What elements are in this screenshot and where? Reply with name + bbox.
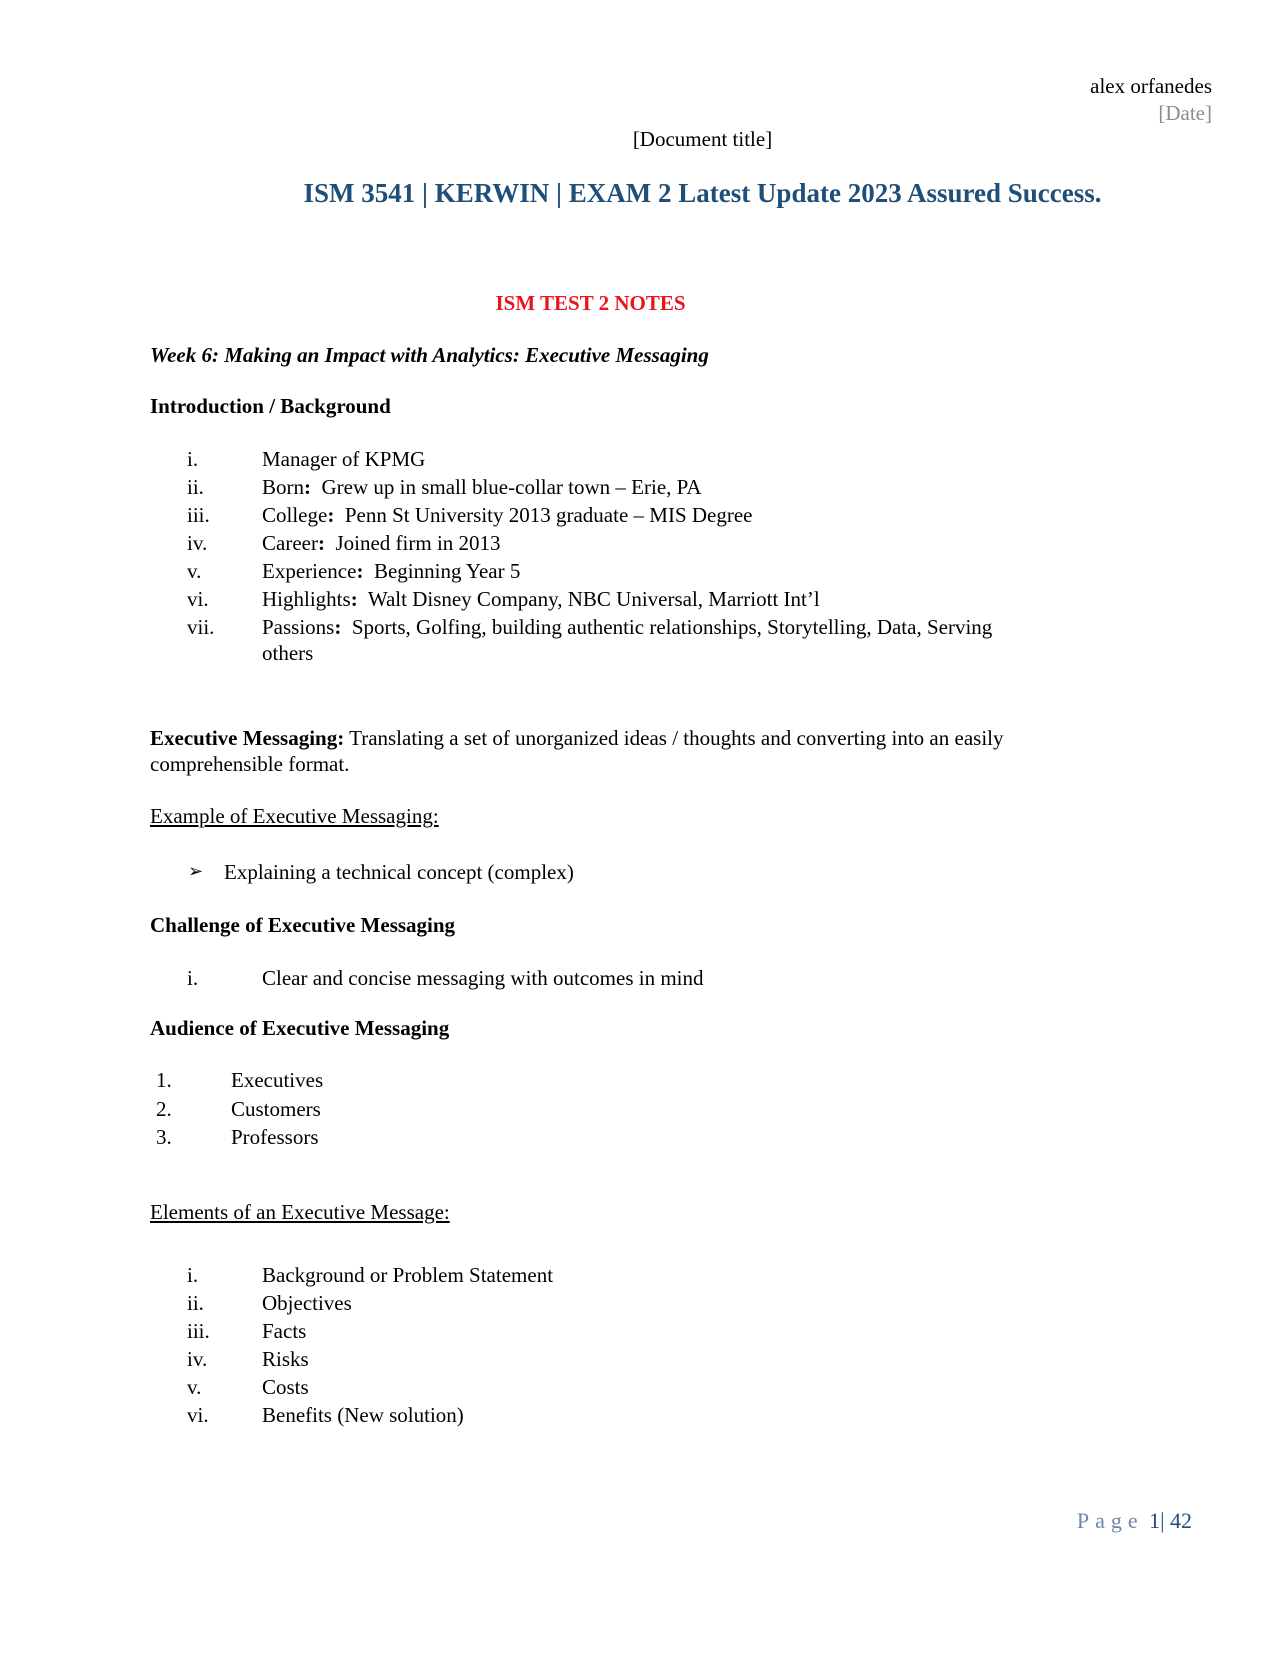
list-item: ii. Born: Grew up in small blue-collar town – Erie, PA xyxy=(150,473,1002,501)
list-item-label: Experience xyxy=(262,559,357,583)
list-item-number: vi. xyxy=(187,587,209,611)
list-item-label: Highlights xyxy=(262,587,351,611)
list-item-text: Manager of KPMG xyxy=(262,447,426,471)
challenge-list xyxy=(150,964,1002,992)
list-item xyxy=(150,858,574,887)
list-item xyxy=(150,1066,323,1095)
list-item-text: Objectives xyxy=(262,1291,352,1315)
list-item-text: Explaining a technical concept (complex) xyxy=(224,860,574,884)
list-item-detail: Beginning Year 5 xyxy=(373,559,521,583)
list-item: iv. Career: Joined firm in 2013 xyxy=(150,529,1002,557)
intro-list xyxy=(150,445,1002,667)
list-item-number: v. xyxy=(187,1375,202,1399)
list-item-number: iv. xyxy=(187,1347,208,1371)
list-item-label: Passions xyxy=(262,615,335,639)
exec-messaging-definition xyxy=(150,725,1110,777)
list-item-text: Facts xyxy=(262,1319,307,1343)
elements-list xyxy=(150,1261,1002,1429)
list-item-text: Clear and concise messaging with outcomes in mind xyxy=(262,966,704,990)
list-item: v. Experience: Beginning Year 5 xyxy=(150,557,1002,585)
example-list xyxy=(150,858,574,887)
page-number: 1 xyxy=(1149,1508,1161,1533)
challenge-heading: Challenge of Executive Messaging xyxy=(150,913,456,937)
list-item: vii. Passions: Sports, Golfing, building authentic relationships, Storytelling, Data, Serving others xyxy=(187,615,993,665)
page-separator: | xyxy=(1160,1508,1165,1533)
list-item-number: 3. xyxy=(156,1125,172,1149)
list-item xyxy=(150,1373,1002,1401)
list-item-label: Career xyxy=(262,531,318,555)
audience-heading: Audience of Executive Messaging xyxy=(150,1016,450,1040)
arrowhead-bullet-icon: ➢ xyxy=(188,861,204,882)
list-item-text: Benefits (New solution) xyxy=(262,1403,464,1427)
list-item xyxy=(150,1317,1002,1345)
list-item-number: ii. xyxy=(187,1291,204,1315)
list-item-text: Customers xyxy=(231,1096,321,1121)
list-item-number: 1. xyxy=(156,1068,172,1092)
notes-title: ISM TEST 2 NOTES xyxy=(495,291,686,315)
list-item-text: Costs xyxy=(262,1375,309,1399)
exec-messaging-text: Translating a set of unorganized ideas / thoughts and converting into an easily comprehensible format. xyxy=(150,726,1004,776)
list-item xyxy=(150,445,1002,473)
list-item-number: i. xyxy=(187,447,199,471)
list-item-text: Risks xyxy=(262,1347,309,1371)
list-item: iii. College: Penn St University 2013 graduate – MIS Degree xyxy=(150,501,1002,529)
list-item xyxy=(150,1289,1002,1317)
list-item xyxy=(150,964,1002,992)
author-name: alex orfanedes xyxy=(1090,74,1212,98)
list-item-number: iv. xyxy=(187,531,208,555)
page-label: Page xyxy=(1076,1508,1144,1533)
list-item xyxy=(150,1095,323,1124)
list-item-number: vii. xyxy=(187,615,215,639)
list-item-text: Professors xyxy=(231,1125,319,1149)
list-item-text: Executives xyxy=(231,1068,324,1092)
date-placeholder: [Date] xyxy=(1158,101,1212,125)
week-heading: Week 6: Making an Impact with Analytics: Executive Messaging xyxy=(150,343,709,367)
elements-heading: Elements of an Executive Message: xyxy=(150,1200,450,1224)
list-item xyxy=(150,1123,323,1152)
list-item xyxy=(150,1345,1002,1373)
document-title-placeholder: [Document title] xyxy=(632,127,773,151)
exec-messaging-term: Executive Messaging: xyxy=(150,726,345,750)
list-item-number: v. xyxy=(187,559,202,583)
list-item-detail: Walt Disney Company, NBC Universal, Marriott Int’l xyxy=(367,587,820,611)
list-item xyxy=(150,1401,1002,1429)
list-item-label: College xyxy=(262,503,328,527)
list-item-number: i. xyxy=(187,966,199,990)
page-title: ISM 3541 | KERWIN | EXAM 2 Latest Update 2023 Assured Success. xyxy=(303,178,1102,208)
list-item: vi. Highlights: Walt Disney Company, NBC Universal, Marriott Int’l xyxy=(150,585,1002,613)
audience-list xyxy=(150,1066,323,1152)
list-item-text: Background or Problem Statement xyxy=(262,1263,554,1287)
list-item-detail: Grew up in small blue-collar town – Erie, PA xyxy=(321,475,702,499)
list-item-number: ii. xyxy=(187,475,204,499)
list-item-detail: Joined firm in 2013 xyxy=(335,531,501,555)
list-item-number: i. xyxy=(187,1263,199,1287)
example-heading: Example of Executive Messaging: xyxy=(150,804,439,828)
list-item-number: iii. xyxy=(187,503,210,527)
list-item-number: iii. xyxy=(187,1319,210,1343)
page-total: 42 xyxy=(1170,1508,1192,1533)
list-item-label: Born xyxy=(262,475,304,499)
intro-heading: Introduction / Background xyxy=(150,394,391,418)
list-item xyxy=(150,1261,1002,1289)
list-item-detail: Penn St University 2013 graduate – MIS Degree xyxy=(344,503,753,527)
list-item-detail: Sports, Golfing, building authentic relationships, Storytelling, Data, Serving others xyxy=(262,615,993,665)
list-item-number: vi. xyxy=(187,1403,209,1427)
list-item-number: 2. xyxy=(156,1096,172,1121)
page-footer xyxy=(1077,1508,1192,1534)
